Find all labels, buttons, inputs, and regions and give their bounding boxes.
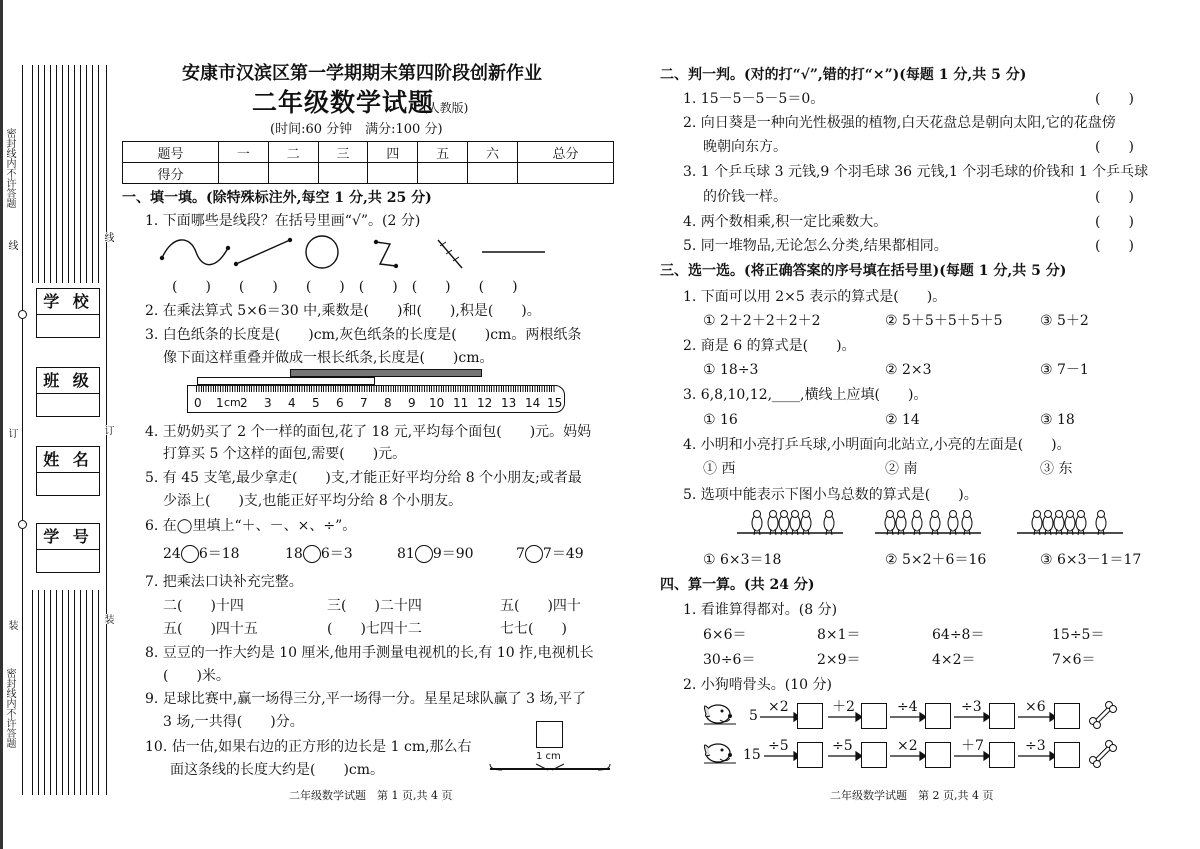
part4-heading: 四、算一算。(共 24 分) (660, 577, 815, 593)
score-cell[interactable] (517, 163, 613, 184)
ruler-label: 6 (336, 396, 344, 410)
p2-answer-paren[interactable]: ( ) (1095, 139, 1134, 155)
class-box[interactable] (36, 367, 100, 417)
score-row-label: 得分 (123, 163, 219, 184)
p1-q4a: 4. 王奶奶买了 2 个一样的面包,花了 18 元,平均每个面包( )元。妈妈 (145, 424, 592, 440)
score-header-cell: 总分 (517, 142, 613, 163)
stripe-band-top (32, 65, 100, 283)
score-header-cell: 二 (268, 142, 318, 163)
q6-right: 9＝90 (432, 546, 474, 562)
exam-edition: (人教版) (423, 101, 469, 115)
estimate-line (488, 750, 613, 776)
score-table-header-row (123, 142, 614, 163)
warn-text-top: 密封线内不许答题 (4, 128, 15, 208)
calc-item[interactable]: 30÷6＝ (703, 652, 756, 668)
p3-q5: 5. 选项中能表示下图小鸟总数的算式是( )。 (683, 487, 978, 503)
ruler-label: 8 (384, 396, 392, 410)
p3-q3: 3. 6,8,10,12,____,横线上应填( )。 (683, 387, 928, 403)
chain2-op: ×2 (897, 738, 918, 754)
chain1-op: ÷4 (897, 699, 918, 715)
ruler-label: 7 (360, 396, 368, 410)
score-header-cell: 题号 (123, 142, 219, 163)
footer-right: 二年级数学试题 第 2 页,共 4 页 (830, 789, 994, 802)
ruler-label: 3 (264, 396, 272, 410)
ruler-label: cm (224, 396, 241, 409)
score-cell[interactable] (418, 163, 468, 184)
name-box[interactable] (36, 446, 100, 496)
footer-left: 二年级数学试题 第 1 页,共 4 页 (289, 789, 453, 802)
score-cell[interactable] (219, 163, 269, 184)
exam-title-main: 二年级数学试题 (252, 88, 435, 117)
calc-item[interactable]: 8×1＝ (817, 627, 861, 643)
q6-item (163, 545, 240, 563)
p1-q5b: 少添上( )支,也能正好平均分给 8 个小朋友。 (163, 493, 463, 509)
mark-zhuang: 装 (6, 620, 17, 630)
q6-circle-blank[interactable] (303, 545, 321, 563)
class-label: 班 级 (37, 368, 99, 394)
p3-q3-opt[interactable]: ③ 18 (1040, 412, 1075, 428)
exam-time-info: (时间:60 分钟 满分:100 分) (270, 122, 443, 137)
chain2-op: ＋7 (961, 738, 984, 754)
q6-right: 7＝49 (542, 546, 584, 562)
mark-zhuang-right: 装 (102, 614, 113, 624)
p2-item-3: 3. 1 个乒乓球 3 元钱,9 个羽毛球 36 元钱,1 个羽毛球的价钱和 1 个乒乓球 (683, 164, 1149, 180)
calc-item[interactable]: 4×2＝ (932, 652, 976, 668)
chain1-op: ＋2 (832, 699, 855, 715)
figure-segment (236, 240, 290, 264)
p2-item-4: 4. 两个数相乘,积一定比乘数大。 (683, 214, 888, 230)
p3-q2-opt[interactable]: ① 18÷3 (703, 362, 759, 378)
q7-item: 三( )二十四 (327, 598, 422, 614)
ruler-label: 15 (547, 396, 563, 410)
ruler (187, 385, 565, 413)
q6-circle-blank[interactable] (525, 545, 543, 563)
calc-item[interactable]: 7×6＝ (1052, 652, 1096, 668)
dog-icon (700, 737, 740, 769)
score-header-cell: 三 (318, 142, 368, 163)
chain1-start: 5 (749, 708, 758, 724)
score-cell[interactable] (318, 163, 368, 184)
binding-dot (18, 310, 27, 319)
ruler-label: 4 (288, 396, 296, 410)
name-label: 姓 名 (37, 447, 99, 473)
mark-xian: 线 (6, 240, 17, 250)
score-cell[interactable] (368, 163, 418, 184)
q1-answer-parens[interactable]: ( ) ( ) ( ) ( ) ( ) ( ) (172, 279, 518, 295)
p3-q3-opt[interactable]: ① 16 (703, 412, 738, 428)
chain2-op: ÷5 (832, 738, 853, 754)
q6-item (285, 545, 353, 563)
q6-item (397, 545, 474, 563)
p1-q8a: 8. 豆豆的一拃大约是 10 厘米,他用手测量电视机的长,有 10 拃,电视机长 (145, 645, 594, 661)
answer-box[interactable] (797, 703, 823, 729)
p2-item-2b: 晚朝向东方。 (703, 139, 787, 155)
warn-text-bottom: 密封线内不许答题 (4, 668, 15, 748)
part1-heading: 一、填一填。(除特殊标注外,每空 1 分,共 25 分) (122, 190, 432, 206)
answer-box[interactable] (925, 742, 951, 768)
ruler-label: 14 (525, 396, 541, 410)
ruler-label: 9 (408, 396, 416, 410)
q6-left: 24 (163, 546, 181, 562)
binding-dot (18, 520, 27, 529)
answer-box[interactable] (797, 742, 823, 768)
score-cell[interactable] (468, 163, 518, 184)
ruler-label: 11 (453, 396, 469, 410)
q7-item: 五( )四十 (500, 598, 581, 614)
answer-box[interactable] (861, 703, 887, 729)
answer-box[interactable] (1054, 742, 1080, 768)
figure-ray (438, 240, 462, 268)
p3-q1-opt[interactable]: ① 2＋2＋2＋2＋2 (703, 313, 821, 329)
chain2-op: ÷3 (1025, 738, 1046, 754)
p3-q3-opt[interactable]: ② 14 (885, 412, 920, 428)
birds-on-wires (735, 505, 1135, 545)
exam-title-line1: 安康市汉滨区第一学期期末第四阶段创新作业 (182, 63, 542, 84)
mark-ding: 订 (6, 428, 17, 438)
p3-q2-opt[interactable]: ② 2×3 (885, 362, 932, 378)
ruler-label: 2 (240, 396, 248, 410)
calc-item[interactable]: 6×6＝ (703, 627, 747, 643)
chain2-op: ÷5 (768, 738, 789, 754)
binding-strip (0, 0, 115, 849)
name-field[interactable] (37, 473, 99, 495)
p3-q4: 4. 小明和小亮打乒乓球,小明面向北站立,小亮的左面是( )。 (683, 437, 1071, 453)
score-cell[interactable] (268, 163, 318, 184)
answer-box[interactable] (989, 742, 1015, 768)
class-field[interactable] (37, 394, 99, 416)
q7-item: ( )七四十二 (327, 621, 422, 637)
ruler-label: 12 (477, 396, 493, 410)
calc-item[interactable]: 64÷8＝ (932, 627, 985, 643)
bone-icon (1088, 700, 1120, 730)
p3-q4-opt[interactable]: ③ 东 (1040, 461, 1073, 477)
school-label: 学 校 (37, 289, 99, 315)
p2-answer-paren[interactable]: ( ) (1095, 91, 1134, 107)
q7-item: 七七( ) (500, 621, 567, 637)
chain1-op: ×2 (768, 699, 789, 715)
q6-right: 6＝18 (198, 546, 240, 562)
school-box[interactable] (36, 288, 100, 338)
q7-item: 二( )十四 (163, 598, 244, 614)
part2-heading: 二、判一判。(对的打“√”,错的打“×”)(每题 1 分,共 5 分) (660, 67, 1027, 83)
p1-q10b: 面这条线的长度大约是( )cm。 (170, 762, 385, 778)
p3-q4-opt[interactable]: ① 西 (703, 461, 736, 477)
score-header-cell: 六 (468, 142, 518, 163)
scan-edge (0, 0, 3, 849)
student-id-field[interactable] (37, 550, 99, 572)
white-strip (197, 377, 375, 385)
p3-q1-opt[interactable]: ③ 5＋2 (1040, 313, 1089, 329)
school-field[interactable] (37, 315, 99, 337)
mark-xian-right: 线 (102, 232, 113, 242)
student-id-box[interactable] (36, 523, 100, 573)
p3-q5-opt[interactable]: ③ 6×3－1＝17 (1040, 552, 1142, 568)
p1-q8b: ( )米。 (163, 668, 230, 684)
q6-left: 18 (285, 546, 303, 562)
p3-q5-opt[interactable]: ① 6×3＝18 (703, 552, 782, 568)
bird-group-3 (1032, 511, 1106, 536)
binding-line-left (22, 65, 23, 795)
q6-left: 7 (516, 546, 525, 562)
part3-heading: 三、选一选。(将正确答案的序号填在括号里)(每题 1 分,共 5 分) (660, 263, 1067, 279)
p1-q6: 6. 在◯里填上“＋、－、×、÷”。 (145, 518, 357, 534)
bone-icon (1088, 739, 1120, 769)
p2-item-3b: 的价钱一样。 (703, 189, 787, 205)
one-cm-label: 1 cm (536, 751, 561, 762)
p3-q4-opt[interactable]: ② 南 (885, 461, 918, 477)
score-table (122, 141, 614, 184)
one-cm-square (536, 721, 563, 748)
gray-strip (290, 369, 482, 377)
p4-q1: 1. 看谁算得都对。(8 分) (683, 602, 838, 618)
p3-q1: 1. 下面可以用 2×5 表示的算式是( )。 (683, 289, 947, 305)
p4-q2: 2. 小狗啃骨头。(10 分) (683, 677, 832, 693)
p2-answer-paren[interactable]: ( ) (1095, 238, 1134, 254)
chain2-start: 15 (743, 747, 761, 763)
score-header-cell: 一 (219, 142, 269, 163)
chain1-op: ×6 (1025, 699, 1046, 715)
score-header-cell: 五 (418, 142, 468, 163)
score-table-row (123, 163, 614, 184)
p1-q2: 2. 在乘法算式 5×6＝30 中,乘数是( )和( ),积是( )。 (145, 303, 541, 319)
bird-group-1 (752, 511, 834, 536)
p3-q5-opt[interactable]: ② 5×2＋6＝16 (885, 552, 987, 568)
ruler-label: 13 (501, 396, 517, 410)
figure-circle (306, 236, 338, 268)
answer-box[interactable] (925, 703, 951, 729)
q6-circle-blank[interactable] (181, 545, 199, 563)
chain1-op: ÷3 (961, 699, 982, 715)
q6-circle-blank[interactable] (415, 545, 433, 563)
q6-left: 81 (397, 546, 415, 562)
calc-item[interactable]: 2×9＝ (817, 652, 861, 668)
p3-q1-opt[interactable]: ② 5＋5＋5＋5＋5 (885, 313, 1003, 329)
p3-q2-opt[interactable]: ③ 7－1 (1040, 362, 1089, 378)
answer-box[interactable] (989, 703, 1015, 729)
bird-group-2 (885, 511, 972, 536)
figure-curve (162, 240, 228, 265)
p2-answer-paren[interactable]: ( ) (1095, 214, 1134, 230)
ruler-label: 5 (312, 396, 320, 410)
p1-q7: 7. 把乘法口诀补充完整。 (145, 574, 303, 590)
q1-line-figures (150, 230, 560, 275)
q6-item (516, 545, 584, 563)
p1-q4b: 打算买 5 个这样的面包,需要( )元。 (163, 446, 407, 462)
p1-q5a: 5. 有 45 支笔,最少拿走( )支,才能正好平均分给 8 个小朋友;或者最 (145, 470, 582, 486)
q7-item: 五( )四十五 (163, 621, 258, 637)
p1-q10a: 10. 估一估,如果右边的正方形的边长是 1 cm,那么右 (145, 739, 472, 755)
ruler-ticks (196, 386, 556, 392)
ruler-label: 1 (216, 396, 224, 410)
p1-q9b: 3 场,一共得( )分。 (163, 714, 304, 730)
dog-icon (700, 698, 740, 730)
ruler-label: 0 (194, 396, 202, 410)
p1-q9a: 9. 足球比赛中,赢一场得三分,平一场得一分。星星足球队赢了 3 场,平了 (145, 691, 586, 707)
p2-answer-paren[interactable]: ( ) (1095, 189, 1134, 205)
stripe-band-bottom (32, 590, 100, 795)
score-header-cell: 四 (368, 142, 418, 163)
p2-item-2: 2. 向日葵是一种向光性极强的植物,白天花盘总是朝向太阳,它的花盘傍 (683, 115, 1116, 131)
figure-zigzag (376, 242, 396, 266)
student-id-label: 学 号 (37, 524, 99, 550)
p1-q1: 1. 下面哪些是线段？在括号里画“√”。(2 分) (145, 213, 421, 229)
q6-right: 6＝3 (320, 546, 353, 562)
answer-box[interactable] (861, 742, 887, 768)
p2-item-5: 5. 同一堆物品,无论怎么分类,结果都相同。 (683, 238, 948, 254)
calc-item[interactable]: 15÷5＝ (1052, 627, 1105, 643)
ruler-label: 10 (429, 396, 445, 410)
answer-box[interactable] (1054, 703, 1080, 729)
mark-ding-right: 订 (102, 425, 113, 435)
p1-q3a: 3. 白色纸条的长度是( )cm,灰色纸条的长度是( )cm。两根纸条 (145, 327, 582, 343)
p3-q2: 2. 商是 6 的算式是( )。 (683, 338, 856, 354)
p1-q3b: 像下面这样重叠并做成一根长纸条,长度是( )cm。 (163, 350, 494, 366)
p2-item-1: 1. 15－5－5－5＝0。 (683, 91, 825, 107)
